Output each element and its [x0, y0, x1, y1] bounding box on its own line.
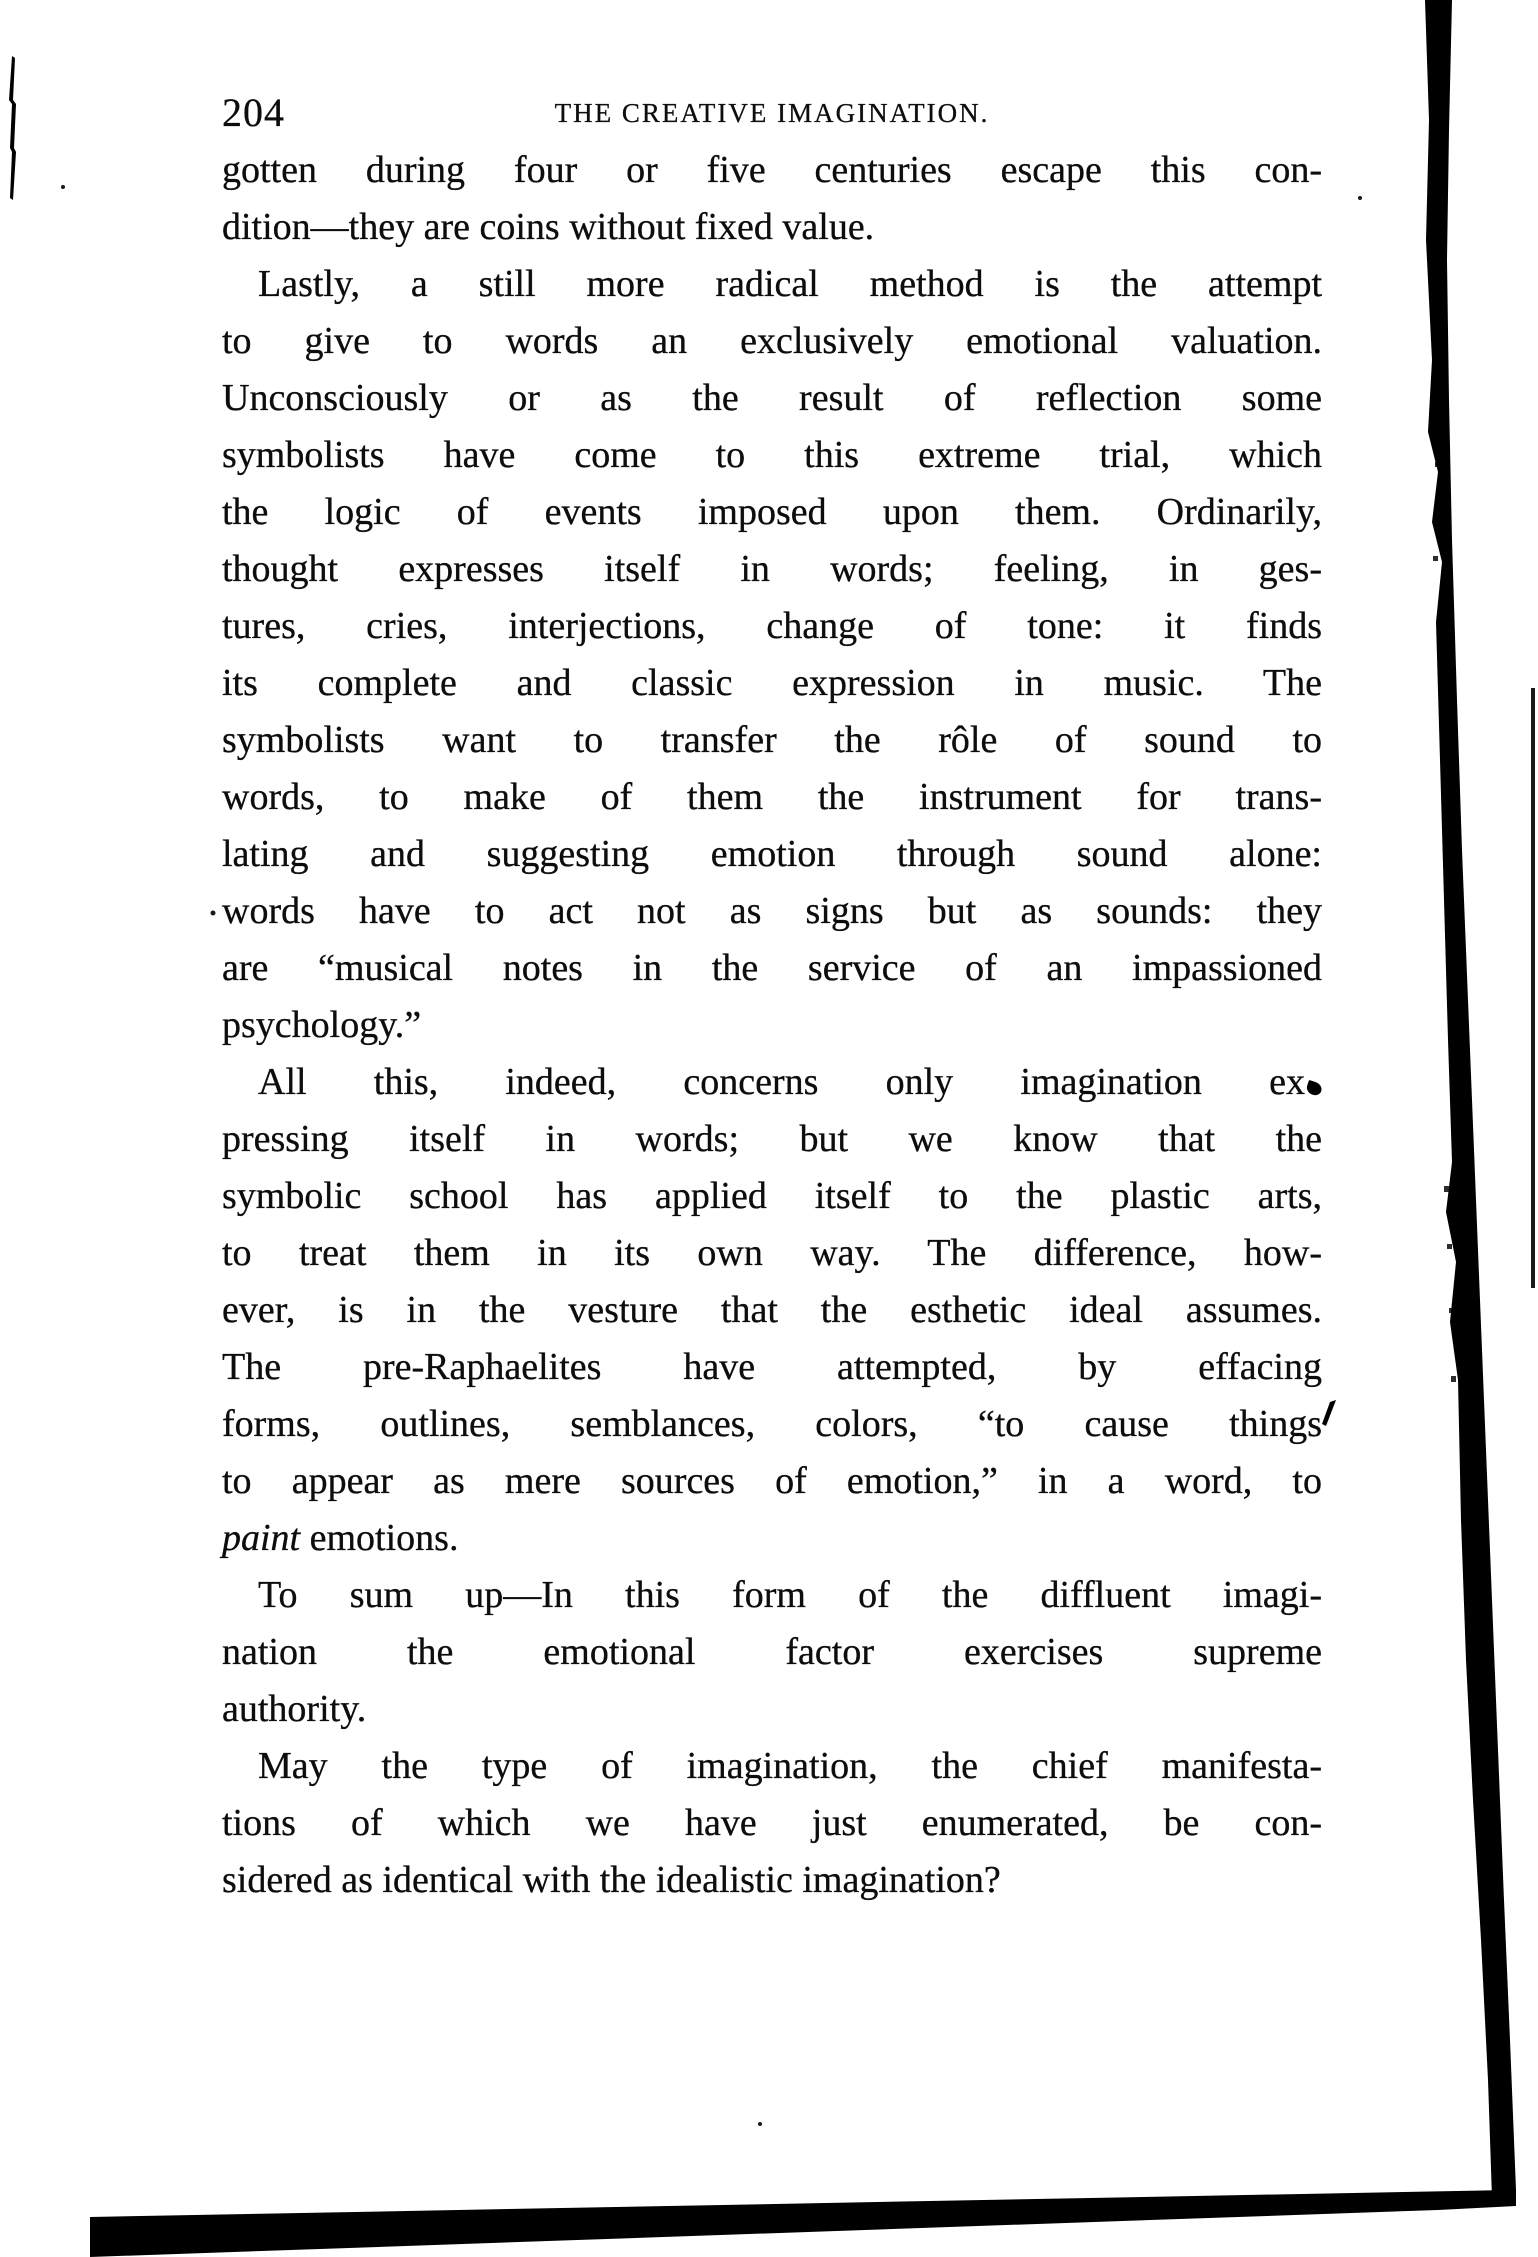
text-line: Lastly, a still more radical method is the attempt: [258, 263, 1322, 305]
text-line: are “musical notes in the service of an impassioned: [222, 947, 1322, 989]
text-line: to give to words an exclusively emotional valuation.: [222, 320, 1322, 362]
pen-flick-artifact: [1322, 1400, 1336, 1426]
bottom-edge-artifact: [90, 2190, 1516, 2257]
page-header: [222, 90, 1322, 135]
text-line: forms, outlines, semblances, colors, “to cause things: [222, 1403, 1322, 1445]
text-line: its complete and classic expression in music. The: [222, 662, 1322, 704]
text-line: to treat them in its own way. The difference, how-: [222, 1232, 1322, 1274]
text-line: pressing itself in words; but we know that the: [222, 1118, 1322, 1160]
text-line: May the type of imagination, the chief manifesta-: [258, 1745, 1322, 1787]
text-line: words have to act not as signs but as sounds: they: [222, 890, 1322, 932]
scan-noise: [1433, 444, 1463, 1382]
text-line-fragment: emotions.: [300, 1517, 459, 1559]
text-line: tions of which we have just enumerated, be con-: [222, 1802, 1322, 1844]
right-edge-artifact: [1425, 0, 1516, 2198]
ink-blot-icon: [1305, 1080, 1323, 1097]
text-line: to appear as mere sources of emotion,” in a word, to: [222, 1460, 1322, 1502]
text-line: symbolic school has applied itself to the plastic arts,: [222, 1175, 1322, 1217]
text-line: lating and suggesting emotion through sound alone:: [222, 833, 1322, 875]
text-line: Unconsciously or as the result of reflection some: [222, 377, 1322, 419]
margin-mark-artifact: [9, 56, 16, 200]
text-line: words, to make of them the instrument for trans-: [222, 776, 1322, 818]
right-edge-line-artifact: [1531, 688, 1535, 1288]
text-line: tures, cries, interjections, change of tone: it finds: [222, 605, 1322, 647]
running-title: THE CREATIVE IMAGINATION.: [554, 98, 990, 128]
text-line: sidered as identical with the idealistic imagination?: [222, 1859, 1001, 1901]
text-line: thought expresses itself in words; feeling, in ges-: [222, 548, 1322, 590]
body-text: [222, 142, 1322, 1909]
text-line-fragment: All this, indeed, concerns only imagination ex: [258, 1061, 1305, 1103]
text-line: ever, is in the vesture that the esthetic ideal assumes.: [222, 1289, 1322, 1331]
page-number: 204: [222, 90, 285, 135]
text-line: dition—they are coins without fixed value.: [222, 206, 875, 248]
text-line: nation the emotional factor exercises supreme: [222, 1631, 1322, 1673]
text-line: [222, 1510, 1322, 1567]
text-line: authority.: [222, 1688, 367, 1730]
text-line: symbolists want to transfer the rôle of sound to: [222, 719, 1322, 761]
text-line: psychology.”: [222, 1004, 422, 1046]
text-line: To sum up—In this form of the diffluent imagi-: [258, 1574, 1322, 1616]
text-line: gotten during four or five centuries escape this con-: [222, 149, 1322, 191]
italic-word: paint: [222, 1517, 301, 1559]
text-line: The pre-Raphaelites have attempted, by effacing: [222, 1346, 1322, 1388]
text-line: [222, 1054, 1322, 1111]
text-line: the logic of events imposed upon them. Ordinarily,: [222, 491, 1322, 533]
text-line: symbolists have come to this extreme trial, which: [222, 434, 1322, 476]
